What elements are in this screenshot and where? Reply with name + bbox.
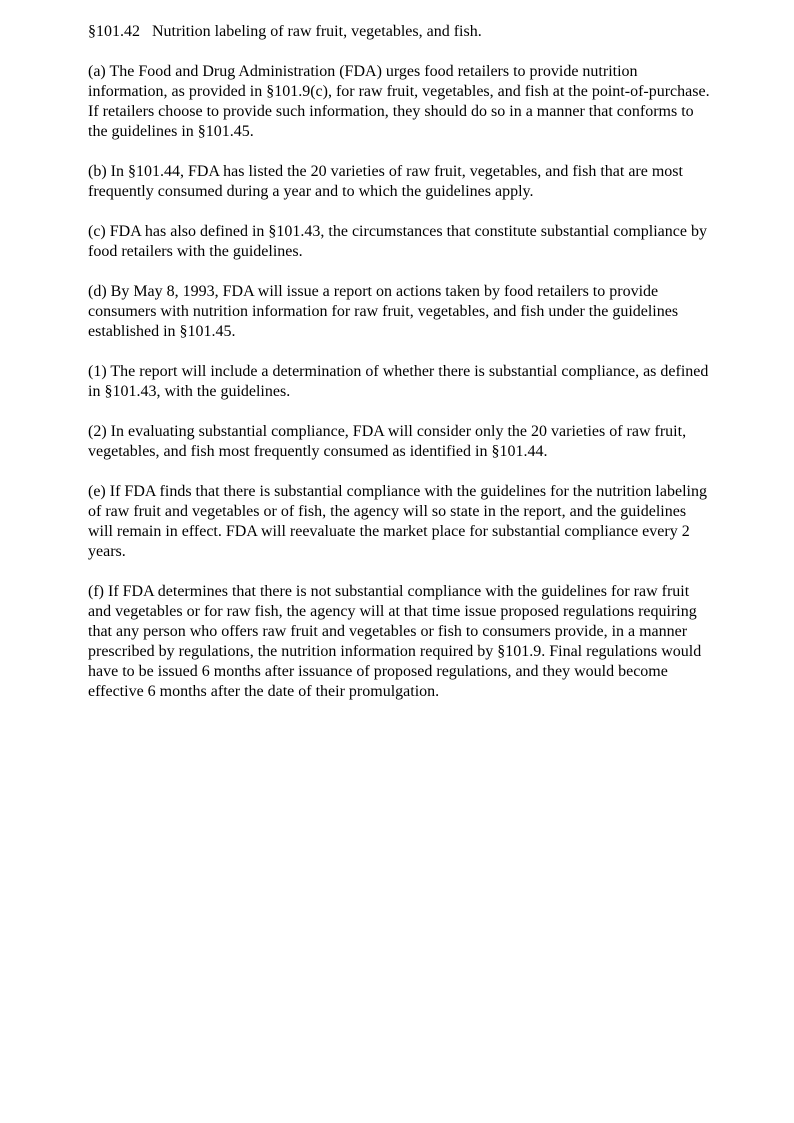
section-title: Nutrition labeling of raw fruit, vegetables, and fish. xyxy=(152,23,482,40)
document-page xyxy=(88,22,710,722)
paragraph-d: (d) By May 8, 1993, FDA will issue a report on actions taken by food retailers to provide consumers with nutrition information for raw fruit, vegetables, and fish under the guidelines established in §101.45. xyxy=(88,283,679,340)
paragraph-f: (f) If FDA determines that there is not substantial compliance with the guidelines for raw fruit and vegetables or for raw fish, the agency will at that time issue proposed regulations requiring that any person who offers raw fruit and vegetables or fish to consumers provide, in a manner prescribed by regulations, the nutrition information required by §101.9. Final regulations would have to be issued 6 months after issuance of proposed regulations, and they would become effective 6 months after the date of their promulgation. xyxy=(88,583,702,700)
section-heading xyxy=(88,22,710,42)
paragraph-c: (c) FDA has also defined in §101.43, the circumstances that constitute substantial compliance by food retailers with the guidelines. xyxy=(88,223,707,260)
paragraph-d-1: (1) The report will include a determination of whether there is substantial compliance, as defined in §101.43, with the guidelines. xyxy=(88,363,709,400)
paragraph-b: (b) In §101.44, FDA has listed the 20 varieties of raw fruit, vegetables, and fish that are most frequently consumed during a year and to which the guidelines apply. xyxy=(88,163,683,200)
paragraph-d-2: (2) In evaluating substantial compliance, FDA will consider only the 20 varieties of raw fruit, vegetables, and fish most frequently consumed as identified in §101.44. xyxy=(88,423,687,460)
paragraph-e: (e) If FDA finds that there is substantial compliance with the guidelines for the nutrition labeling of raw fruit and vegetables or of fish, the agency will so state in the report, and the guidelines will remain in effect. FDA will reevaluate the market place for substantial compliance every 2 years. xyxy=(88,483,707,560)
paragraph-a: (a) The Food and Drug Administration (FDA) urges food retailers to provide nutrition information, as provided in §101.9(c), for raw fruit, vegetables, and fish at the point-of-purchase. If retailers choose to provide such information, they should do so in a manner that conforms to the guidelines in §101.45. xyxy=(88,63,710,140)
section-number: §101.42 xyxy=(88,23,140,40)
